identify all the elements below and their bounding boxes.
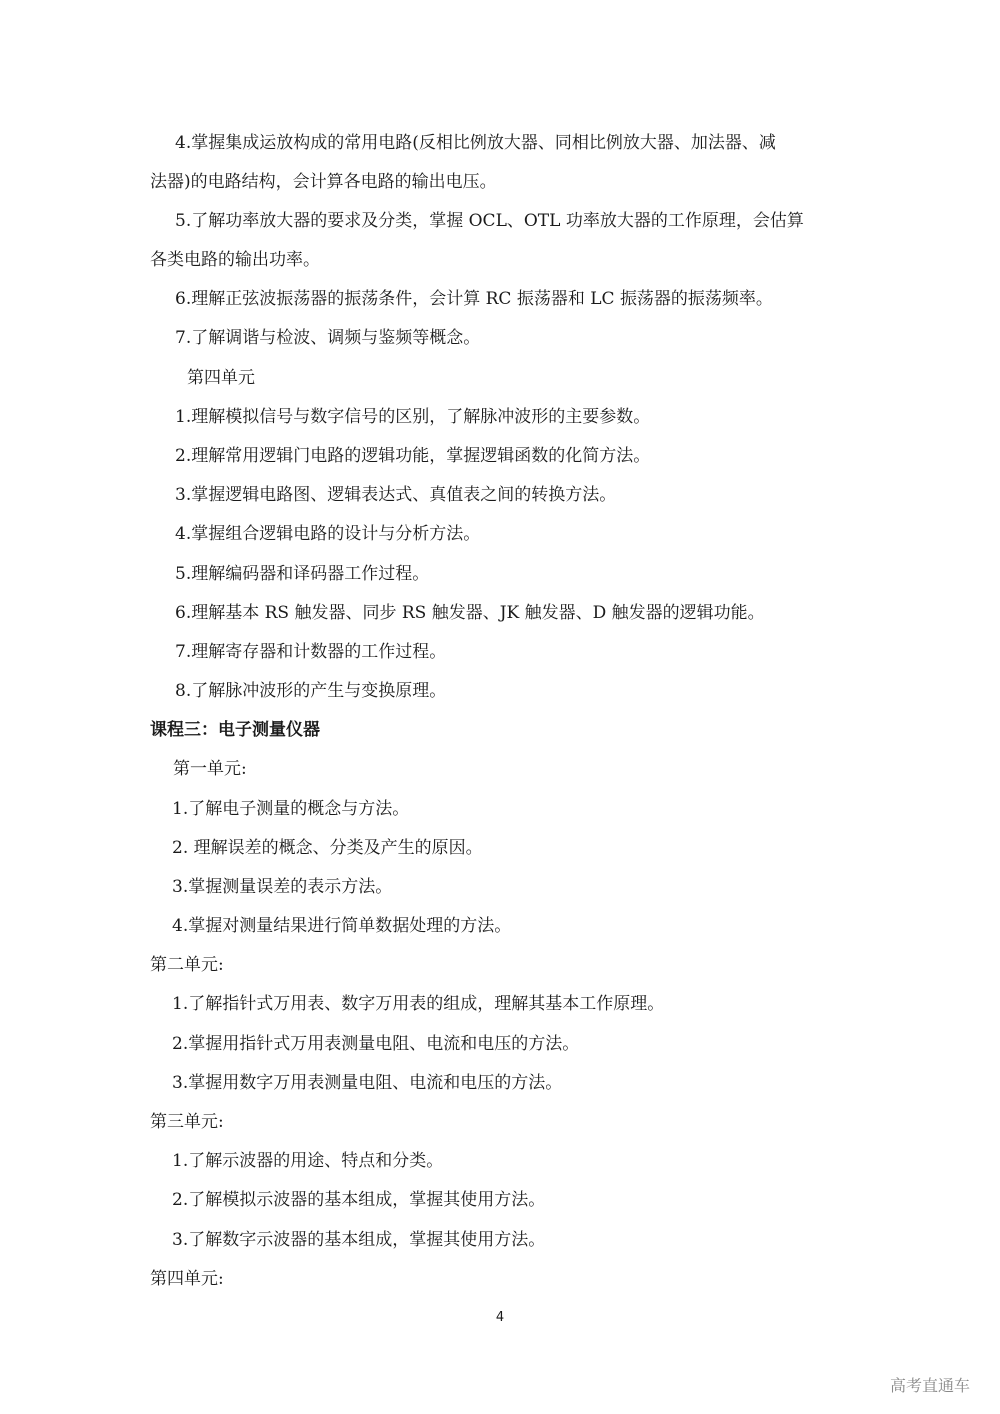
section-heading: 第三单元: — [150, 1112, 224, 1132]
text-line: 3.掌握逻辑电路图、逻辑表达式、真值表之间的转换方法。 — [175, 485, 617, 505]
page-number: 4 — [495, 1310, 505, 1325]
course-heading: 课程三：电子测量仪器 — [150, 720, 320, 740]
text-line: 3.了解数字示波器的基本组成，掌握其使用方法。 — [172, 1230, 546, 1250]
text-line: 2.掌握用指针式万用表测量电阻、电流和电压的方法。 — [172, 1034, 580, 1054]
text-line: 4.掌握对测量结果进行简单数据处理的方法。 — [172, 916, 512, 936]
text-line: 8.了解脉冲波形的产生与变换原理。 — [175, 681, 447, 701]
text-line: 2.了解模拟示波器的基本组成，掌握其使用方法。 — [172, 1190, 546, 1210]
text-line: 4.掌握集成运放构成的常用电路(反相比例放大器、同相比例放大器、加法器、减 — [175, 133, 776, 153]
text-line: 3.掌握测量误差的表示方法。 — [172, 877, 393, 897]
text-line: 6.理解基本 RS 触发器、同步 RS 触发器、JK 触发器、D 触发器的逻辑功能。 — [175, 603, 765, 623]
text-line: 3.掌握用数字万用表测量电阻、电流和电压的方法。 — [172, 1073, 563, 1093]
text-line: 1.了解示波器的用途、特点和分类。 — [172, 1151, 444, 1171]
text-line: 1.理解模拟信号与数字信号的区别，了解脉冲波形的主要参数。 — [175, 407, 651, 427]
text-line: 6.理解正弦波振荡器的振荡条件，会计算 RC 振荡器和 LC 振荡器的振荡频率。 — [175, 289, 773, 309]
text-line: 1.了解电子测量的概念与方法。 — [172, 799, 410, 819]
text-line: 2. 理解误差的概念、分类及产生的原因。 — [172, 838, 483, 858]
text-line: 7.理解寄存器和计数器的工作过程。 — [175, 642, 447, 662]
text-line: 2.理解常用逻辑门电路的逻辑功能，掌握逻辑函数的化简方法。 — [175, 446, 651, 466]
text-line: 各类电路的输出功率。 — [150, 250, 320, 270]
section-heading: 第一单元: — [173, 759, 247, 779]
watermark: 高考直通车 — [889, 1376, 970, 1395]
section-heading: 第二单元: — [150, 955, 224, 975]
text-line: 5.理解编码器和译码器工作过程。 — [175, 564, 430, 584]
text-line: 法器)的电路结构，会计算各电路的输出电压。 — [150, 172, 497, 192]
text-line: 7.了解调谐与检波、调频与鉴频等概念。 — [175, 328, 481, 348]
section-heading: 第四单元: — [150, 1269, 224, 1289]
text-line: 1.了解指针式万用表、数字万用表的组成，理解其基本工作原理。 — [172, 994, 665, 1014]
text-line: 5.了解功率放大器的要求及分类，掌握 OCL、OTL 功率放大器的工作原理，会估算 — [175, 211, 804, 231]
text-line: 4.掌握组合逻辑电路的设计与分析方法。 — [175, 524, 481, 544]
section-heading: 第四单元 — [187, 368, 255, 388]
